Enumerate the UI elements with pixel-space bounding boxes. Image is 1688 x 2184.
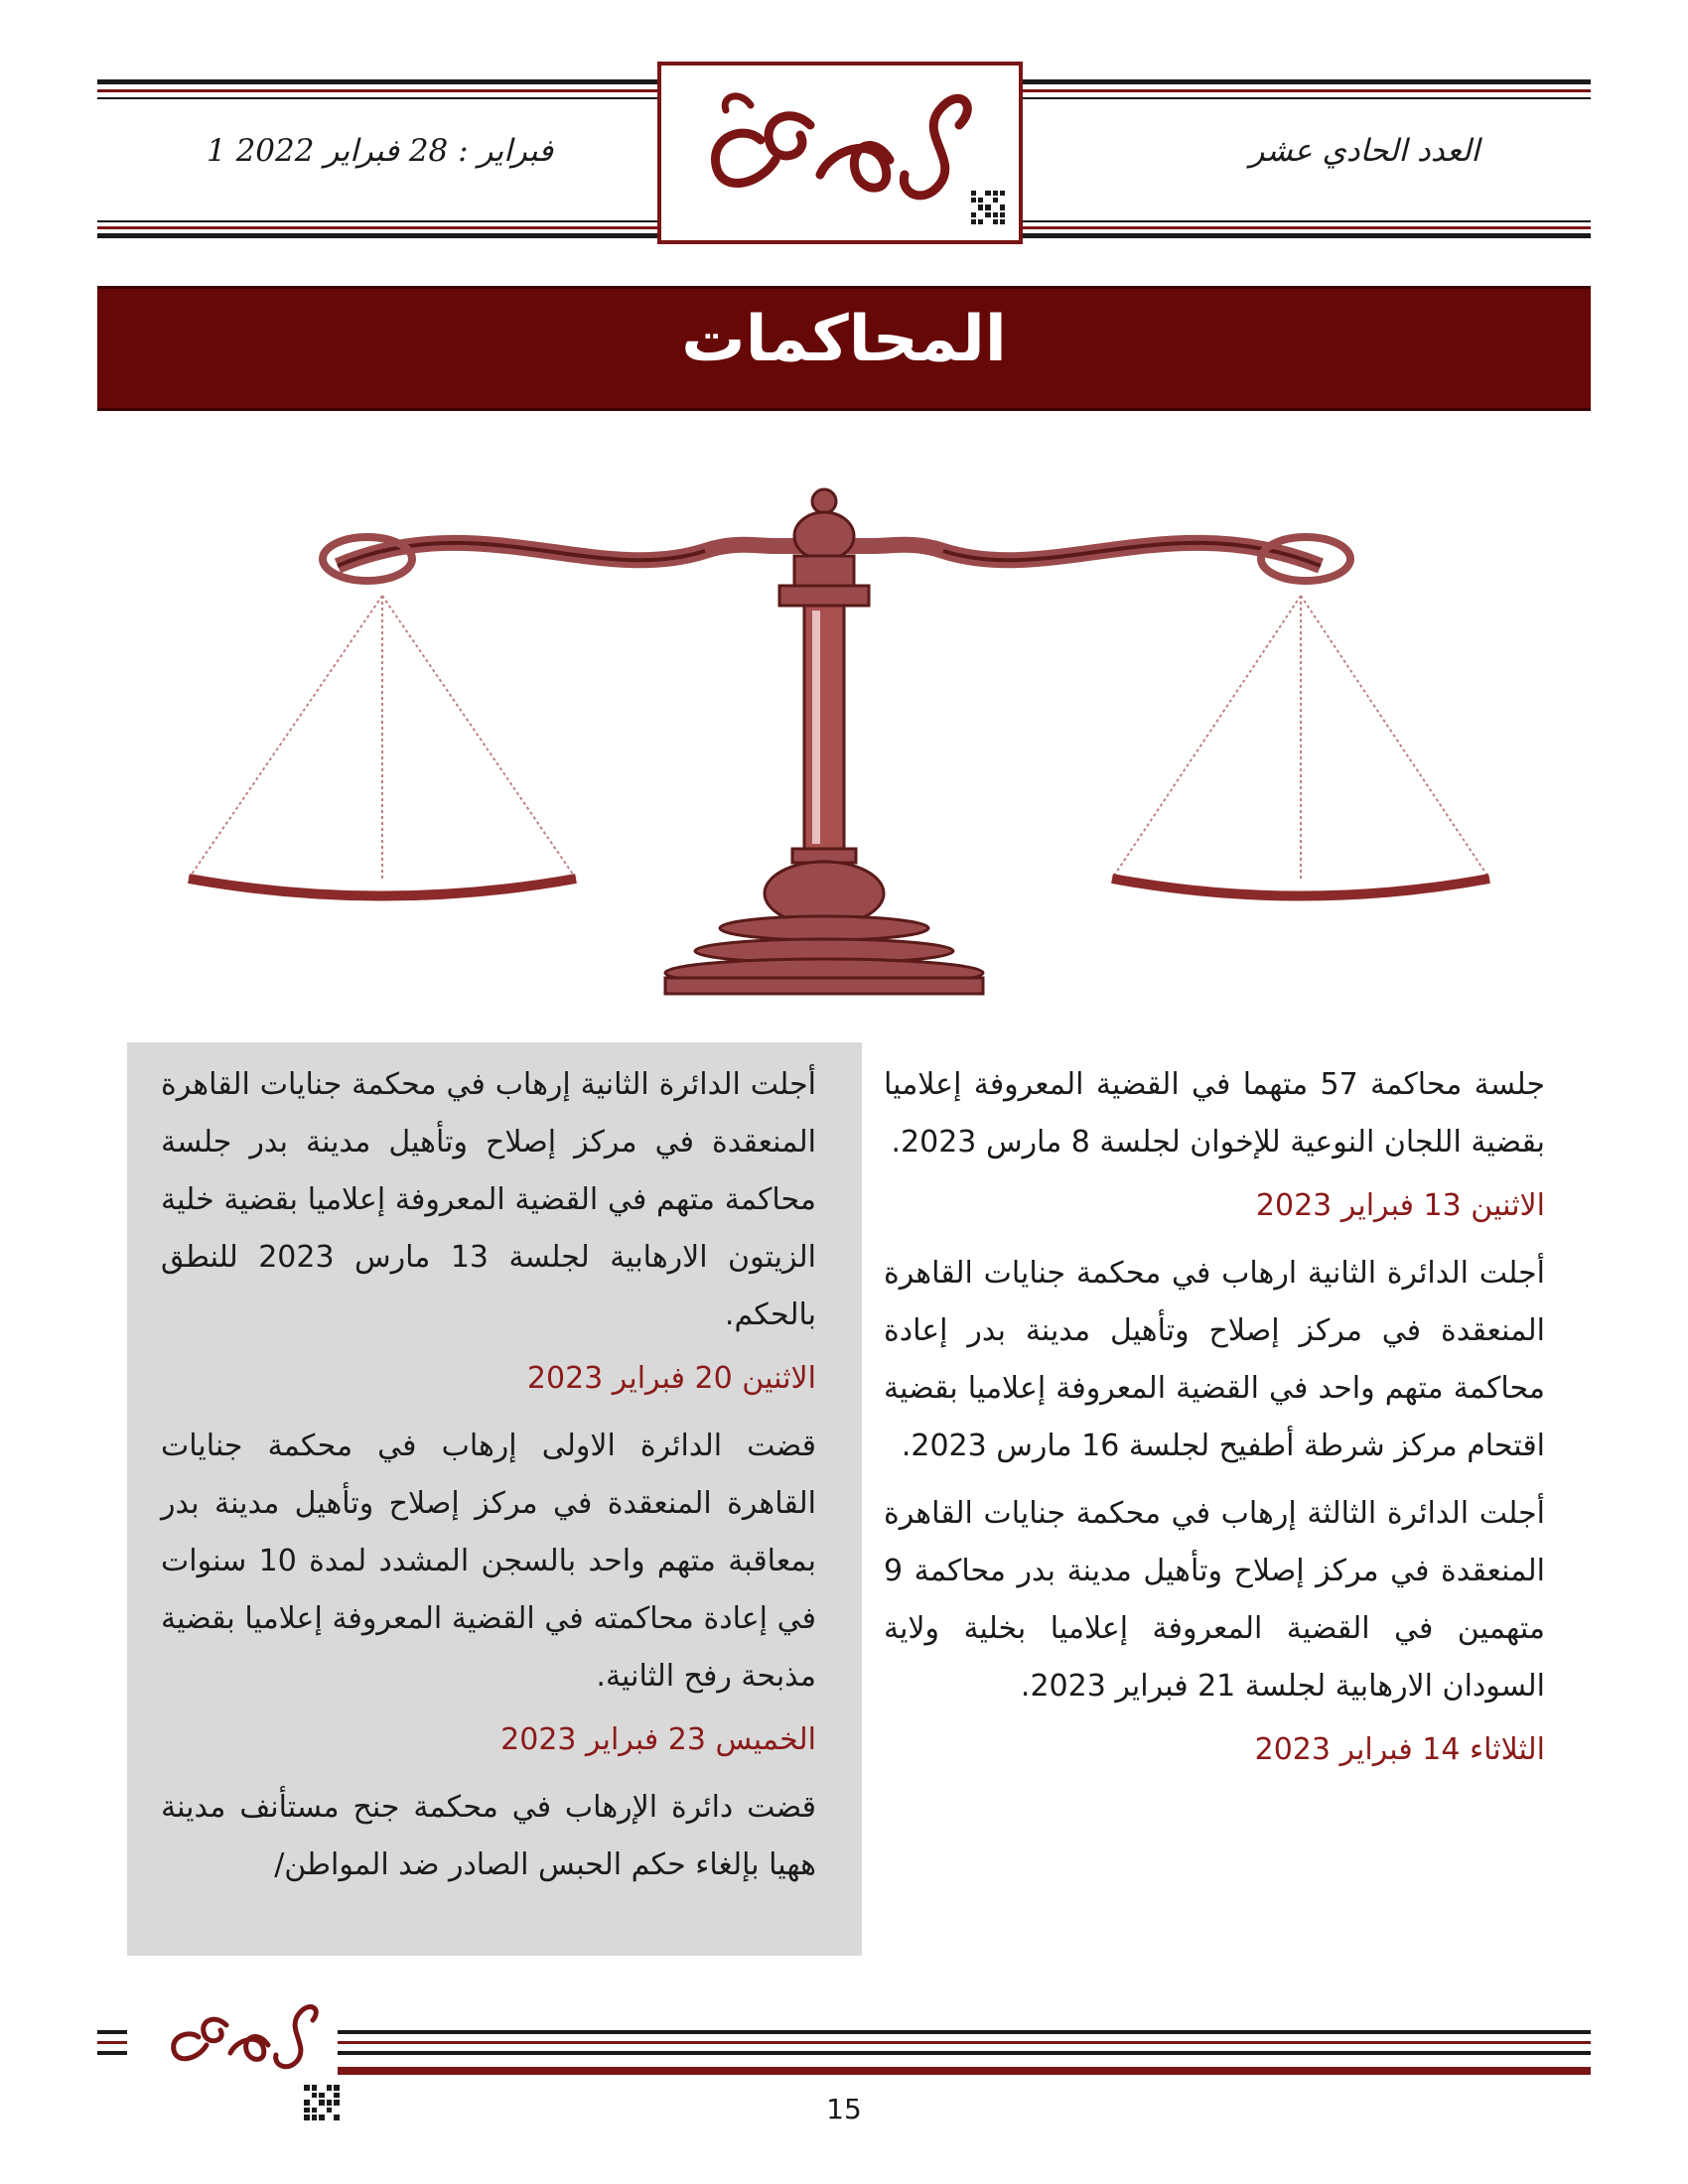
qr-code-icon — [971, 191, 1005, 224]
date-heading: الثلاثاء 14 فبراير 2023 — [1254, 1732, 1545, 1767]
section-title: المحاكمات — [681, 303, 1007, 376]
section-banner — [97, 286, 1591, 411]
date-heading: الاثنين 13 فبراير 2023 — [1255, 1188, 1545, 1223]
paragraph: أجلت الدائرة الثانية إرهاب في محكمة جنايات القاهرة المنعقدة في مركز إصلاح وتأهيل مدينة بدر جلسة محاكمة متهم في القضية المعروفة إعلاميا بقضية خلية الزيتون الارهابية لجلسة 13 مارس 2023 للنطق بالحكم. — [161, 1067, 816, 1332]
paragraph: أجلت الدائرة الثالثة إرهاب في محكمة جنايات القاهرة المنعقدة في مركز إصلاح وتأهيل مدينة بدر محاكمة 9 متهمين في القضية المعروفة إعلاميا بخلية ولاية السودان الارهابية لجلسة 21 فبراير 2023. — [884, 1496, 1545, 1704]
left-column — [161, 1056, 816, 1904]
date-heading: الخميس 23 فبراير 2023 — [500, 1722, 816, 1757]
scales-of-justice-illustration — [179, 477, 1509, 1013]
paragraph: قضت دائرة الإرهاب في محكمة جنح مستأنف مدينة ههيا بإلغاء حكم الحبس الصادر ضد المواطن/ — [161, 1790, 816, 1882]
masthead-logo — [657, 62, 1023, 244]
date-heading: الاثنين 20 فبراير 2023 — [526, 1361, 816, 1396]
date-range: 1 فبراير : 28 فبراير 2022 — [207, 133, 554, 169]
issue-label: العدد الحادي عشر — [1249, 133, 1479, 169]
paragraph: أجلت الدائرة الثانية ارهاب في محكمة جنايات القاهرة المنعقدة في مركز إصلاح وتأهيل مدينة بدر إعادة محاكمة متهم واحد في القضية المعروفة إعلاميا بقضية اقتحام مركز شرطة أطفيح لجلسة 16 مارس 2023. — [884, 1256, 1545, 1463]
page-number: 15 — [826, 2093, 862, 2125]
footer-logo — [149, 1995, 338, 2085]
paragraph: جلسة محاكمة 57 متهما في القضية المعروفة إعلاميا بقضية اللجان النوعية للإخوان لجلسة 8 مارس 2023. — [884, 1067, 1545, 1160]
paragraph: قضت الدائرة الاولى إرهاب في محكمة جنايات القاهرة المنعقدة في مركز إصلاح وتأهيل مدينة بدر بمعاقبة متهم واحد بالسجن المشدد لمدة 10 سنوات في إعادة محاكمته في القضية المعروفة إعلاميا بقضية مذبحة رفح الثانية. — [161, 1429, 816, 1694]
right-column — [884, 1056, 1545, 1789]
